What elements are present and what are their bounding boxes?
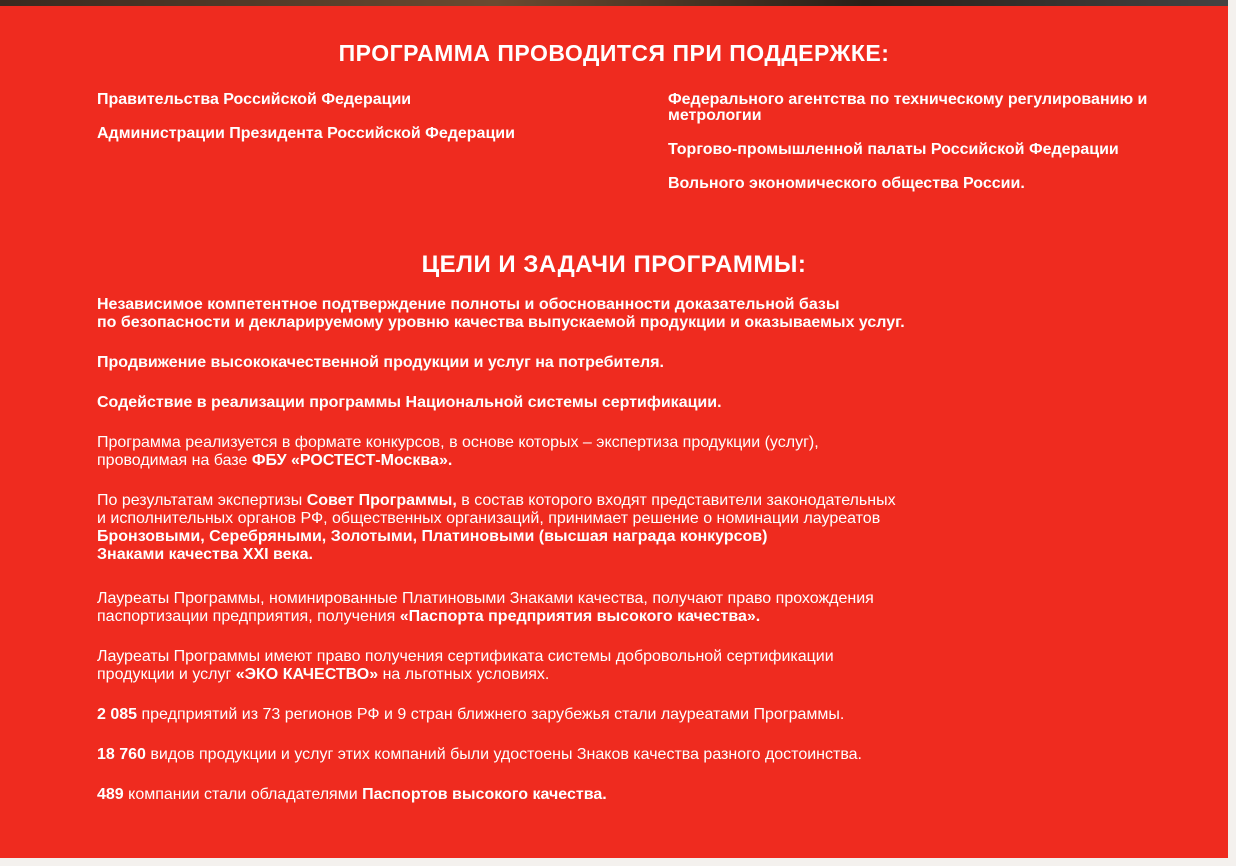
program-format-paragraph: Программа реализуется в формате конкурсов, в основе которых – экспертиза продукции (услуг), проводимая на базе ФБУ «РОСТЕСТ-Москва». [97, 434, 819, 469]
quality-signs: Знаками качества XXI века. [97, 546, 313, 563]
support-list-left [97, 92, 567, 160]
stat-laureates: 2 085 предприятий из 73 регионов РФ и 9 стран ближнего зарубежья стали лауреатами Программы. [97, 706, 845, 723]
eco-paragraph: Лауреаты Программы имеют право получения сертификата системы добровольной сертификации продукции и услуг «ЭКО КАЧЕСТВО» на льготных условиях. [97, 648, 834, 683]
rostest-name: ФБУ «РОСТЕСТ-Москва». [251, 452, 453, 469]
goal-confirmation: Независимое компетентное подтверждение полноты и обоснованности доказательной базы по безопасности и декларируемому уровню качества выпускаемой продукции и оказываемых услуг. [97, 296, 905, 331]
stat-products: 18 760 видов продукции и услуг этих компаний были удостоены Знаков качества разного достоинства. [97, 746, 862, 763]
stat-products-number: 18 760 [97, 746, 146, 763]
support-item-rosstandart: Федерального агентства по техническому регулированию и метрологии [668, 91, 1148, 124]
council-paragraph: По результатам экспертизы Совет Программы, в состав которого входят представители законодательных и исполнительных органов РФ, общественных организаций, принимает решение о номинации лауреатов Бронзовыми, Серебряными, Золотыми, Платиновыми (высшая награда конкурсов) Знаками качества XXI века. [97, 492, 896, 563]
goal-certification: Содействие в реализации программы Национальной системы сертификации. [97, 394, 722, 411]
support-item-free-economic-society: Вольного экономического общества России. [668, 175, 1025, 192]
stat-passports-bold: Паспортов высокого качества. [362, 786, 607, 803]
goal-promotion: Продвижение высококачественной продукции и услуг на потребителя. [97, 354, 664, 371]
support-heading: ПРОГРАММА ПРОВОДИТСЯ ПРИ ПОДДЕРЖКЕ: [338, 40, 890, 66]
stat-laureates-number: 2 085 [97, 706, 138, 723]
eco-quality-name: «ЭКО КАЧЕСТВО» [235, 666, 379, 683]
stat-passports: 489 компании стали обладателями Паспортов высокого качества. [97, 786, 607, 803]
stat-passports-number: 489 [97, 786, 124, 803]
support-list-right [668, 92, 1188, 210]
support-item-president-administration: Администрации Президента Российской Федерации [97, 125, 515, 142]
award-levels: Бронзовыми, Серебряными, Золотыми, Платиновыми (высшая награда конкурсов) [97, 528, 768, 545]
council-name: Совет Программы, [306, 492, 457, 509]
goals-section [97, 296, 1197, 804]
goals-heading: ЦЕЛИ И ЗАДАЧИ ПРОГРАММЫ: [421, 251, 807, 278]
red-leaflet-page [0, 6, 1228, 858]
scan-right-edge [1228, 0, 1236, 866]
support-item-government: Правительства Российской Федерации [97, 91, 412, 108]
support-item-chamber-of-commerce: Торгово-промышленной палаты Российской Федерации [668, 141, 1119, 158]
platinum-paragraph: Лауреаты Программы, номинированные Платиновыми Знаками качества, получают право прохождения паспортизации предприятия, получения «Паспорта предприятия высокого качества». [97, 590, 874, 625]
scan-bottom-edge [0, 858, 1236, 866]
passport-name: «Паспорта предприятия высокого качества». [399, 608, 761, 625]
